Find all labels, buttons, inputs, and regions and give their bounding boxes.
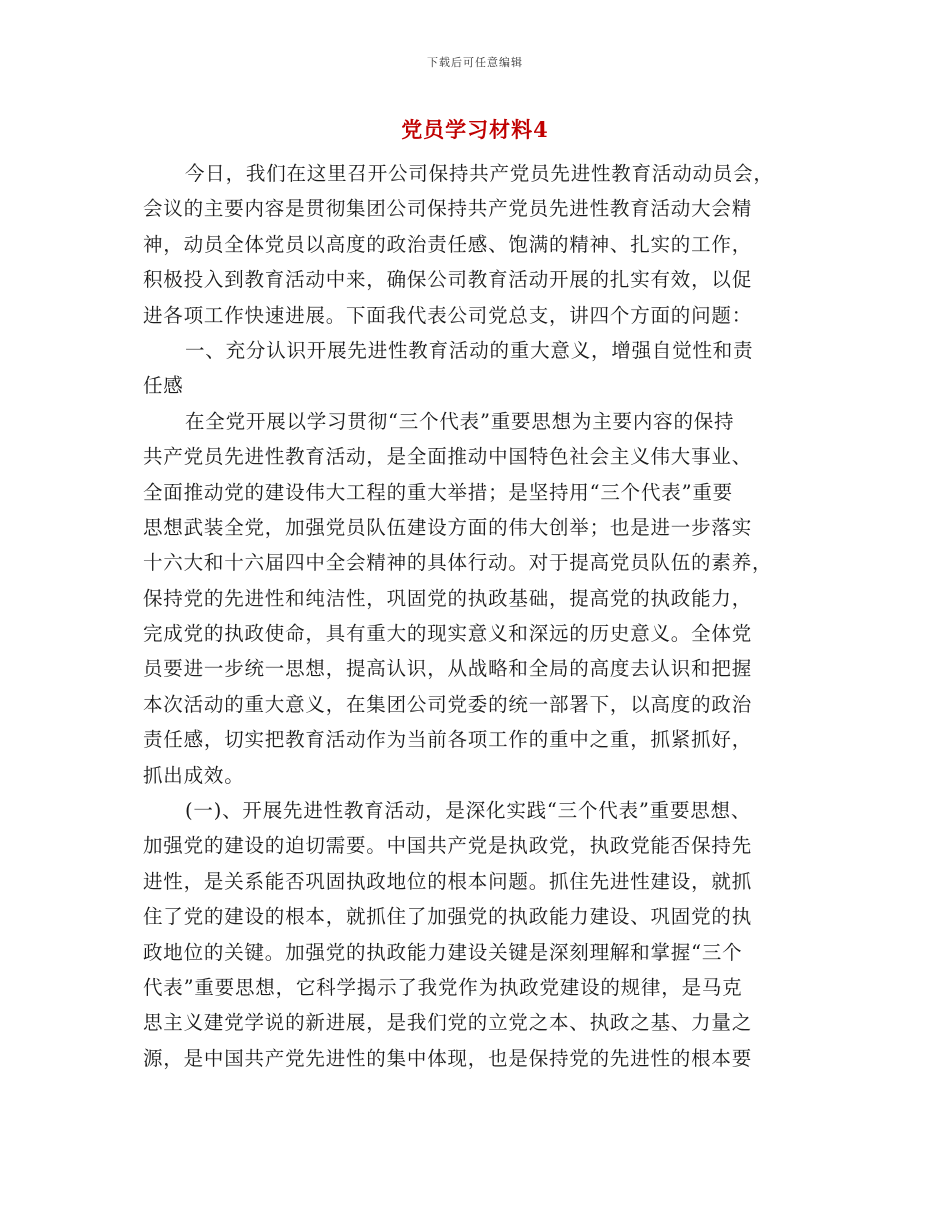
body-line: 保持党的先进性和纯洁性，巩固党的执政基础，提高党的执政能力， (143, 586, 753, 610)
body-line: 员要进一步统一思想，提高认识，从战略和全局的高度去认识和把握 (143, 657, 753, 681)
body-line: 在全党开展以学习贯彻“三个代表”重要思想为主要内容的保持 (185, 409, 735, 433)
body-line: 进各项工作快速进展。下面我代表公司党总支，讲四个方面的问题： (143, 303, 753, 327)
body-line: 今日，我们在这里召开公司保持共产党员先进性教育活动动员会， (185, 162, 774, 185)
body-line: 会议的主要内容是贯彻集团公司保持共产党员先进性教育活动大会精 (143, 197, 753, 221)
document-body (143, 156, 813, 1076)
body-line: 积极投入到教育活动中来，确保公司教育活动开展的扎实有效，以促 (143, 268, 753, 292)
body-line: 责任感，切实把教育活动作为当前各项工作的重中之重，抓紧抓好， (143, 728, 753, 752)
body-line: 思想武装全党，加强党员队伍建设方面的伟大创举；也是进一步落实 (143, 515, 753, 539)
body-line: 神，动员全体党员以高度的政治责任感、饱满的精神、扎实的工作， (143, 232, 753, 256)
body-line: 思主义建党学说的新进展，是我们党的立党之本、执政之基、力量之 (143, 1011, 753, 1035)
body-line: 任感 (143, 374, 184, 398)
body-line: 加强党的建设的迫切需要。中国共产党是执政党，执政党能否保持先 (143, 834, 753, 858)
body-line: 十六大和十六届四中全会精神的具体行动。对于提高党员队伍的素养， (143, 551, 773, 575)
body-line: 政地位的关键。加强党的执政能力建设关键是深刻理解和掌握“三个 (143, 940, 743, 964)
body-line: 抓出成效。 (143, 763, 245, 787)
body-line: 共产党员先进性教育活动，是全面推动中国特色社会主义伟大事业、 (143, 445, 753, 469)
body-line: (一)、开展先进性教育活动，是深化实践“三个代表”重要思想、 (185, 799, 752, 823)
body-line: 代表”重要思想，它科学揭示了我党作为执政党建设的规律，是马克 (143, 975, 743, 999)
body-line: 完成党的执政使命，具有重大的现实意义和深远的历史意义。全体党 (143, 622, 753, 646)
header-note: 下载后可任意编辑 (427, 56, 523, 69)
body-line: 全面推动党的建设伟大工程的重大举措；是坚持用“三个代表”重要 (143, 480, 733, 504)
body-line: 住了党的建设的根本，就抓住了加强党的执政能力建设、巩固党的执 (143, 905, 753, 929)
body-line: 源，是中国共产党先进性的集中体现，也是保持党的先进性的根本要 (143, 1046, 753, 1070)
document-title: 党员学习材料4 (401, 117, 549, 142)
body-line: 一、充分认识开展先进性教育活动的重大意义，增强自觉性和责 (185, 338, 754, 362)
body-line: 本次活动的重大意义，在集团公司党委的统一部署下，以高度的政治 (143, 692, 753, 716)
body-line: 进性，是关系能否巩固执政地位的根本问题。抓住先进性建设，就抓 (143, 869, 753, 893)
